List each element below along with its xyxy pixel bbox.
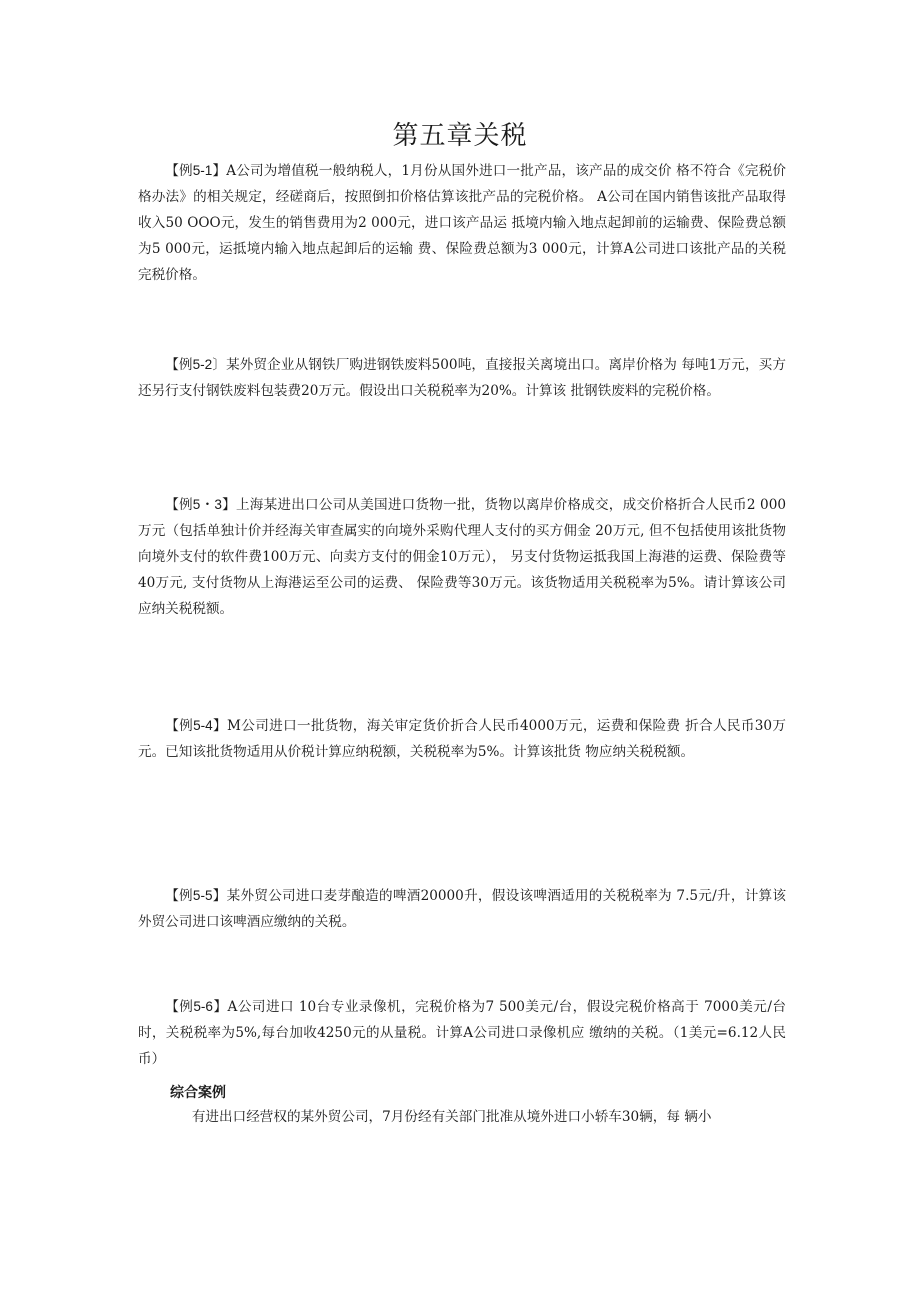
example-label: 【例5-5】 xyxy=(165,888,227,903)
example-5-2 xyxy=(138,352,786,404)
example-text: A公司进口 10台专业录像机，完税价格为7 500美元/台，假设完税价格高于 7000美元/台时，关税税率为5%,每台加收4250元的从量税。计算A公司进口录像机应 缴纳的关税。（1美元=6.12人民币） xyxy=(138,999,786,1067)
example-text: 某外贸公司进口麦芽酿造的啤酒20000升，假设该啤酒适用的关税税率为 7.5元/升，计算该外贸公司进口该啤酒应缴纳的关税。 xyxy=(138,888,786,930)
example-5-3 xyxy=(138,492,786,622)
page-title: 第五章关税 xyxy=(392,121,528,151)
example-text: M公司进口一批货物，海关审定货价折合人民币4000万元，运费和保险费 折合人民币30万元。已知该批货物适用从价税计算应纳税额，关税税率为5%。计算该批货 物应纳关税税额。 xyxy=(138,718,786,760)
example-label: 【例5-1】 xyxy=(165,163,227,178)
example-label: 【例5-6】 xyxy=(165,999,228,1014)
example-5-5 xyxy=(138,883,786,935)
example-label: 【例5-2〕 xyxy=(165,357,227,372)
example-5-4 xyxy=(138,713,786,765)
case-heading: 综合案例 xyxy=(170,1084,226,1100)
example-text: 上海某进出口公司从美国进口货物一批，货物以离岸价格成交，成交价格折合人民币2 000万元（包括单独计价并经海关审查属实的向境外采购代理人支付的买方佣金 20万元, 但不包括使用该批货物向境外支付的软件费100万元、向卖方支付的佣金10万元）， 另支付货物运抵我国上海港的运费、保险费等40万元, 支付货物从上海港运至公司的运费、 保险费等30万元。该货物适用关税税率为5%。请计算该公司应纳关税税额。 xyxy=(138,497,786,617)
example-label: 【例5・3】 xyxy=(165,497,236,512)
example-5-1 xyxy=(138,158,786,288)
case-text: 有进出口经营权的某外贸公司，7月份经有关部门批准从境外进口小轿车30辆，每 辆小 xyxy=(191,1109,712,1125)
example-5-6 xyxy=(138,994,786,1072)
example-text: 某外贸企业从钢铁厂购进钢铁废料500吨，直接报关离境出口。离岸价格为 每吨1万元，买方还另行支付钢铁废料包装费20万元。假设出口关税税率为20%。计算该 批钢铁废料的完税价格。 xyxy=(138,357,786,399)
example-text: A公司为增值税一般纳税人，1月份从国外进口一批产品，该产品的成交价 格不符合《完税价格办法》的相关规定，经磋商后，按照倒扣价格估算该批产品的完税价格。 A公司在国内销售该批产品取得收入50 OOO元，发生的销售费用为2 000元，进口该产品运 抵境内输入地点起卸前的运输费、保险费总额为5 000元，运抵境内输入地点起卸后的运输 费、保险费总额为3 000元，计算A公司进口该批产品的关税完税价格。 xyxy=(138,163,786,283)
example-label: 【例5-4】 xyxy=(165,718,227,733)
